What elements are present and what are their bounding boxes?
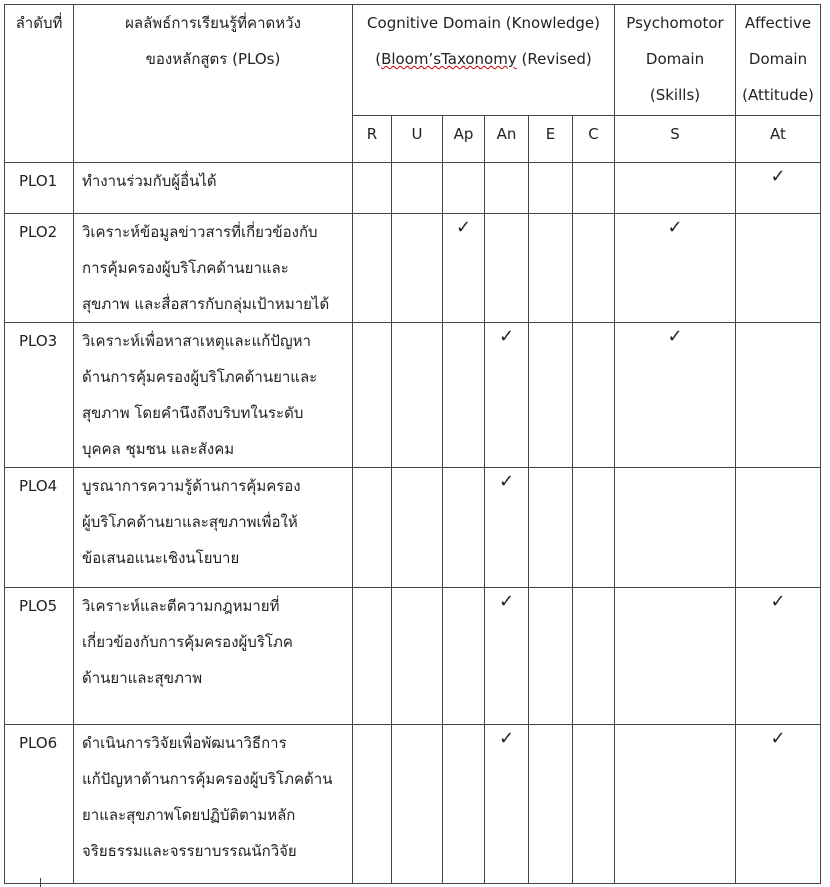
plo-id-text: PLO3 [19,332,58,350]
plo-description-line: วิเคราะห์และตีความกฎหมายที่ [82,597,280,615]
plo-description-line: ดำเนินการวิจัยเพื่อพัฒนาวิธีการ [82,734,287,752]
cell-ap [443,725,485,884]
cell-e [529,163,573,214]
cell-c [573,588,615,725]
cell-e [529,588,573,725]
check-icon: ✓ [770,591,786,612]
plo-id [5,214,74,323]
plo-id-text: PLO1 [19,172,58,190]
cell-at [736,588,821,725]
check-icon: ✓ [770,166,786,187]
cell-r [353,725,392,884]
header-plo: ผลลัพธ์การเรียนรู้ที่คาดหวัง ของหลักสูตร (PLOs) [74,5,353,163]
plo-description-line: บุคคล ชุมชน และสังคม [82,440,235,458]
cell-u [392,588,443,725]
plo-mapping-table [4,4,821,884]
cell-at [736,468,821,588]
cell-r [353,468,392,588]
plo-id-text: PLO4 [19,477,58,495]
plo-description-line: ข้อเสนอแนะเชิงนโยบาย [82,549,240,567]
cell-at [736,725,821,884]
cell-s [615,323,736,468]
plo-row [5,468,821,588]
cell-u [392,163,443,214]
plo-description [74,468,353,588]
cell-ap [443,163,485,214]
plo-description-line: การคุ้มครองผู้บริโภคด้านยาและ [82,259,289,277]
plo-description-line: ด้านการคุ้มครองผู้บริโภคด้านยาและ [82,368,318,386]
header-no: ลำดับที่ [5,5,74,163]
plo-id [5,468,74,588]
cell-u [392,725,443,884]
cell-c [573,725,615,884]
subheader-c: C [573,116,615,163]
plo-description [74,725,353,884]
plo-id [5,163,74,214]
cell-an [485,214,529,323]
cell-u [392,323,443,468]
plo-row [5,588,821,725]
plo-description-line: ผู้บริโภคด้านยาและสุขภาพเพื่อให้ [82,513,298,531]
check-icon: ✓ [667,217,683,238]
check-icon: ✓ [498,471,515,492]
cell-ap [443,588,485,725]
header-affective-domain: Affective Domain (Attitude) [736,5,821,116]
check-icon: ✓ [667,326,683,347]
cell-c [573,214,615,323]
plo-id [5,725,74,884]
cell-ap [443,214,485,323]
subheader-ap: Ap [443,116,485,163]
subheader-an: An [485,116,529,163]
cell-e [529,725,573,884]
cell-r [353,323,392,468]
subheader-at: At [736,116,821,163]
cell-s [615,214,736,323]
plo-id [5,588,74,725]
plo-row [5,725,821,884]
header-psychomotor-domain: Psychomotor Domain (Skills) [615,5,736,116]
cell-at [736,214,821,323]
subheader-e: E [529,116,573,163]
check-icon: ✓ [498,728,515,749]
check-icon: ✓ [498,591,515,612]
cell-u [392,468,443,588]
plo-description [74,588,353,725]
check-icon: ✓ [498,326,515,347]
header-cognitive-domain: Cognitive Domain (Knowledge) (Bloom’sTaxonomy (Revised) [353,5,615,116]
cell-s [615,588,736,725]
cell-r [353,588,392,725]
cell-r [353,163,392,214]
next-table-edge [40,878,41,887]
cell-e [529,214,573,323]
plo-description-line: ด้านยาและสุขภาพ [82,669,203,687]
cell-ap [443,323,485,468]
plo-id-text: PLO6 [19,734,58,752]
plo-description-line: วิเคราะห์เพื่อหาสาเหตุและแก้ปัญหา [82,332,311,350]
plo-id [5,323,74,468]
cell-an [485,725,529,884]
subheader-r: R [353,116,392,163]
cell-e [529,468,573,588]
cell-an [485,468,529,588]
plo-description-line: ยาและสุขภาพโดยปฏิบัติตามหลัก [82,806,296,824]
plo-description [74,323,353,468]
cell-s [615,163,736,214]
cell-ap [443,468,485,588]
cell-c [573,323,615,468]
subheader-u: U [392,116,443,163]
plo-row [5,214,821,323]
check-icon: ✓ [770,728,786,749]
plo-description-line: จริยธรรมและจรรยาบรรณนักวิจัย [82,842,297,860]
plo-row [5,323,821,468]
cell-s [615,725,736,884]
cell-an [485,163,529,214]
plo-description-line: เกี่ยวข้องกับการคุ้มครองผู้บริโภค [82,633,293,651]
plo-description-line: ทำงานร่วมกับผู้อื่นได้ [82,172,217,190]
cell-an [485,588,529,725]
plo-id-text: PLO5 [19,597,58,615]
subheader-s: S [615,116,736,163]
cell-an [485,323,529,468]
plo-description-line: สุขภาพ โดยคำนึงถึงบริบทในระดับ [82,404,304,422]
plo-description-line: แก้ปัญหาด้านการคุ้มครองผู้บริโภคด้าน [82,770,333,788]
plo-description [74,163,353,214]
cell-c [573,468,615,588]
cell-at [736,323,821,468]
plo-id-text: PLO2 [19,223,58,241]
cell-c [573,163,615,214]
cell-r [353,214,392,323]
plo-description-line: สุขภาพ และสื่อสารกับกลุ่มเป้าหมายได้ [82,295,330,313]
cell-s [615,468,736,588]
plo-description-line: วิเคราะห์ข้อมูลข่าวสารที่เกี่ยวข้องกับ [82,223,318,241]
cell-at [736,163,821,214]
plo-row [5,163,821,214]
check-icon: ✓ [455,217,472,238]
plo-description [74,214,353,323]
plo-description-line: บูรณาการความรู้ด้านการคุ้มครอง [82,477,301,495]
cell-u [392,214,443,323]
cell-e [529,323,573,468]
